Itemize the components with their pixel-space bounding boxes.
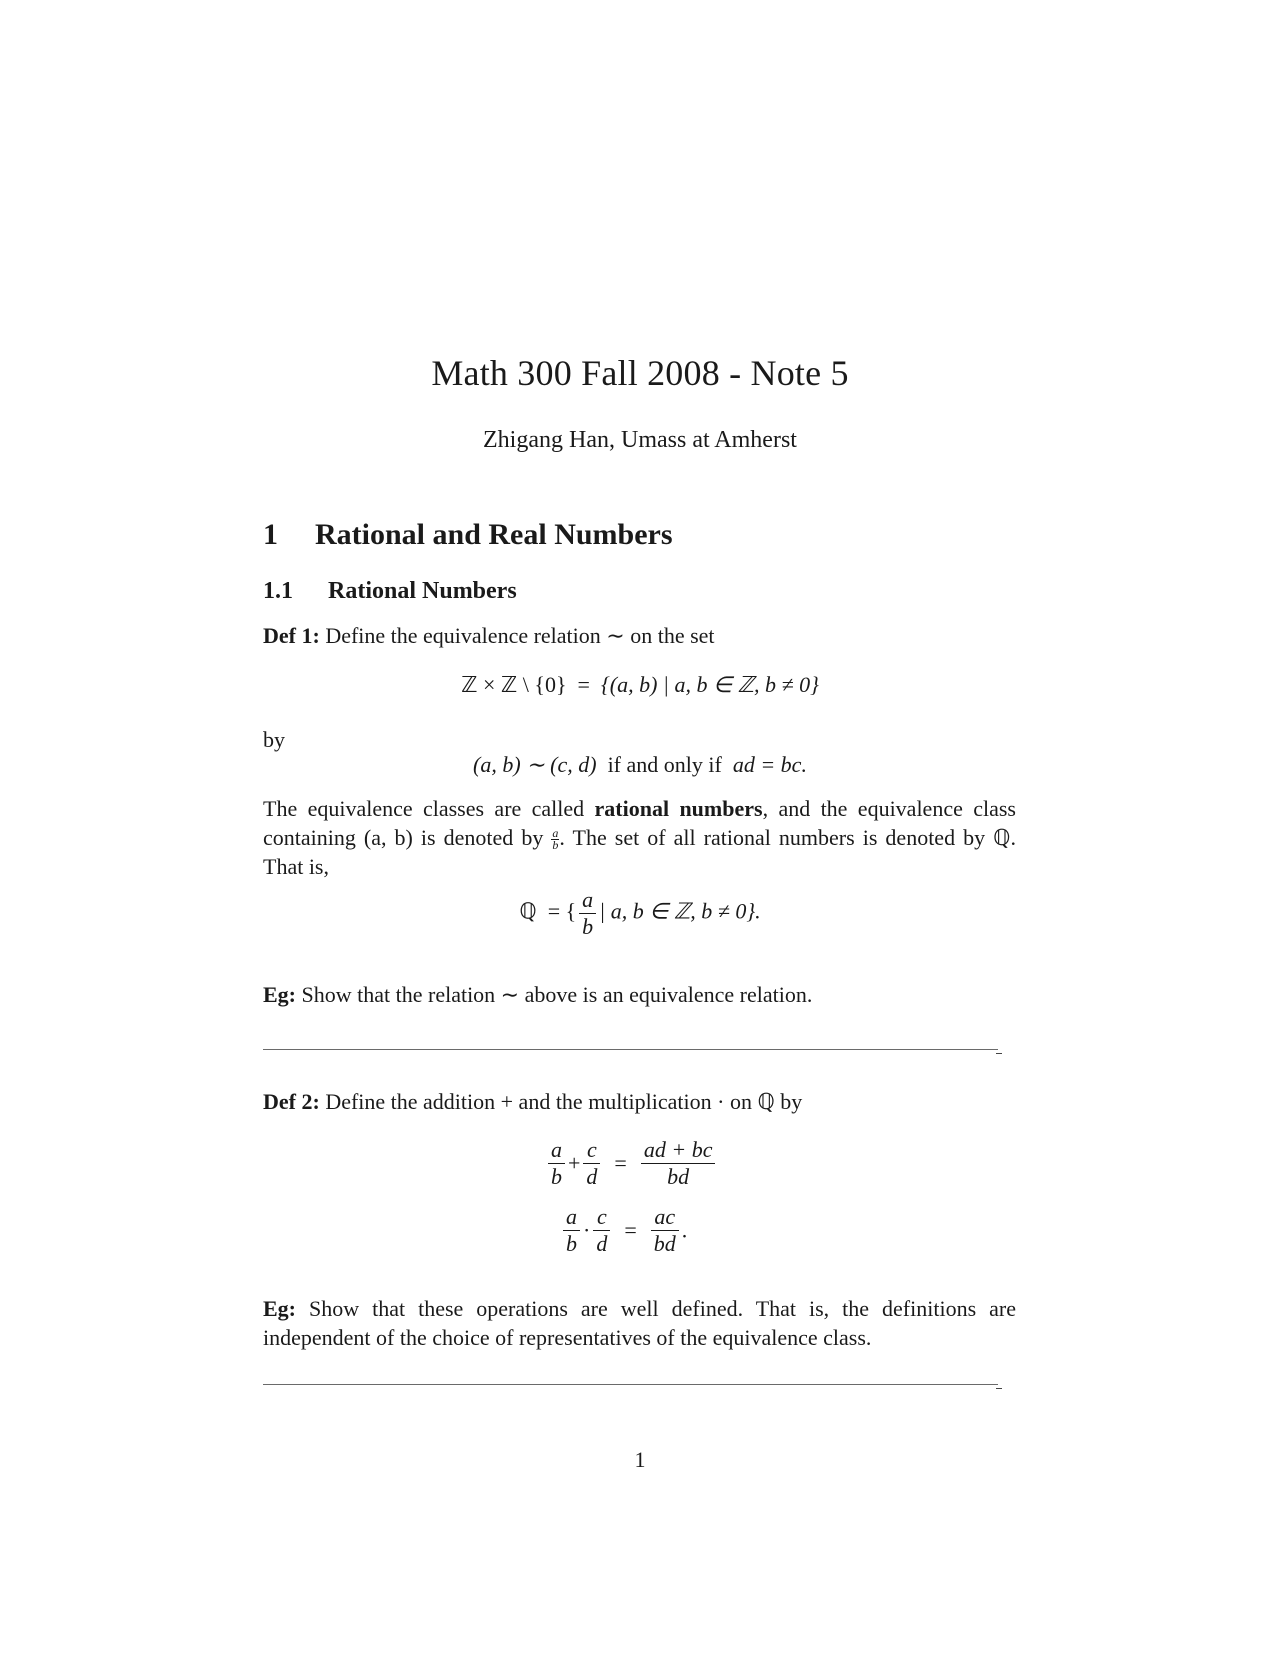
mul-end-period: .	[681, 1217, 688, 1243]
separator-tick-1	[996, 1053, 1002, 1054]
add-result-denominator: bd	[667, 1164, 690, 1189]
mul-result-fraction	[651, 1204, 679, 1257]
relation-rhs: ad = bc.	[732, 752, 807, 777]
eg1-label: Eg:	[263, 982, 296, 1007]
separator-rule-2	[263, 1384, 998, 1385]
mul-result-numerator: ac	[651, 1204, 679, 1231]
set-rhs: {(a, b) | a, b ∈ ℤ, b ≠ 0}	[600, 672, 819, 697]
add-d: d	[586, 1164, 598, 1189]
q-definition-equation	[0, 887, 1280, 940]
add-result-numerator: ad + bc	[641, 1137, 716, 1164]
relation-mid: if and only if	[607, 752, 722, 777]
mul-frac-cd	[593, 1204, 610, 1257]
section-title: Rational and Real Numbers	[315, 518, 673, 551]
add-frac-ab	[548, 1137, 565, 1190]
subsection-title: Rational Numbers	[328, 578, 517, 604]
def1-paragraph	[263, 621, 1016, 650]
q-fraction	[579, 887, 596, 940]
add-c: c	[583, 1137, 600, 1164]
add-result-fraction	[641, 1137, 716, 1190]
subsection-number: 1.1	[263, 578, 293, 604]
q-frac-denominator: b	[582, 914, 594, 939]
separator-rule-1	[263, 1049, 998, 1050]
eg2-label: Eg:	[263, 1296, 296, 1321]
q-open-brace: {	[565, 898, 577, 924]
mul-a: a	[563, 1204, 580, 1231]
add-plus: +	[568, 1150, 581, 1176]
mul-d: d	[596, 1231, 608, 1256]
section-number: 1	[263, 518, 278, 551]
multiplication-equation	[560, 1204, 687, 1257]
mul-dot: ·	[583, 1217, 591, 1243]
def2-label: Def 2:	[263, 1089, 320, 1114]
add-a: a	[548, 1137, 565, 1164]
rational-paragraph	[263, 794, 1016, 881]
set-lhs: ℤ × ℤ \ {0}	[461, 672, 567, 697]
by-text: by	[263, 727, 285, 752]
separator-tick-2	[996, 1388, 1002, 1389]
rational-text-1: The equivalence classes are called	[263, 796, 595, 821]
mul-equals: =	[624, 1217, 637, 1243]
rational-numbers-term: rational numbers	[594, 796, 763, 821]
relation-lhs: (a, b) ∼ (c, d)	[473, 752, 597, 777]
eg1-text: Show that the relation ∼ above is an equivalence relation.	[296, 982, 813, 1007]
def1-label: Def 1:	[263, 623, 320, 648]
eg2-paragraph	[263, 1294, 1016, 1352]
mul-c: c	[593, 1204, 610, 1231]
rational-text-2: , and the equivalence class containing (a, b) is denoted by	[263, 796, 1016, 850]
mul-frac-ab	[563, 1204, 580, 1257]
add-equals: =	[614, 1150, 627, 1176]
document-title: Math 300 Fall 2008 - Note 5	[431, 353, 849, 393]
def2-paragraph	[263, 1087, 1016, 1116]
set-definition-equation	[0, 672, 1280, 698]
inline-frac-numerator: a	[552, 826, 559, 841]
def1-text: Define the equivalence relation ∼ on the set	[319, 623, 715, 648]
add-b: b	[551, 1164, 562, 1189]
mul-b: b	[566, 1231, 577, 1256]
author-line: Zhigang Han, Umass at Amherst	[483, 427, 797, 453]
relation-equation	[0, 752, 1280, 778]
eg2-text: Show that these operations are well defined. That is, the definitions are independent of the choice of representatives of the equivalence class.	[263, 1296, 1016, 1350]
addition-equation	[545, 1137, 718, 1190]
add-frac-cd	[583, 1137, 600, 1190]
page-number: 1	[634, 1447, 646, 1472]
set-eq: =	[577, 672, 590, 697]
mul-result-denominator: bd	[653, 1231, 676, 1256]
inline-frac-denominator: b	[552, 838, 559, 853]
eg1-paragraph	[263, 980, 1016, 1009]
rational-text-3: . The set of all rational numbers is denoted by ℚ. That is,	[263, 825, 1016, 879]
q-rest: | a, b ∈ ℤ, b ≠ 0}.	[599, 898, 761, 924]
q-eq: =	[547, 898, 561, 924]
def2-text: Define the addition + and the multiplication · on ℚ by	[319, 1089, 803, 1114]
q-lhs: ℚ	[519, 898, 537, 924]
q-frac-numerator: a	[579, 887, 596, 914]
